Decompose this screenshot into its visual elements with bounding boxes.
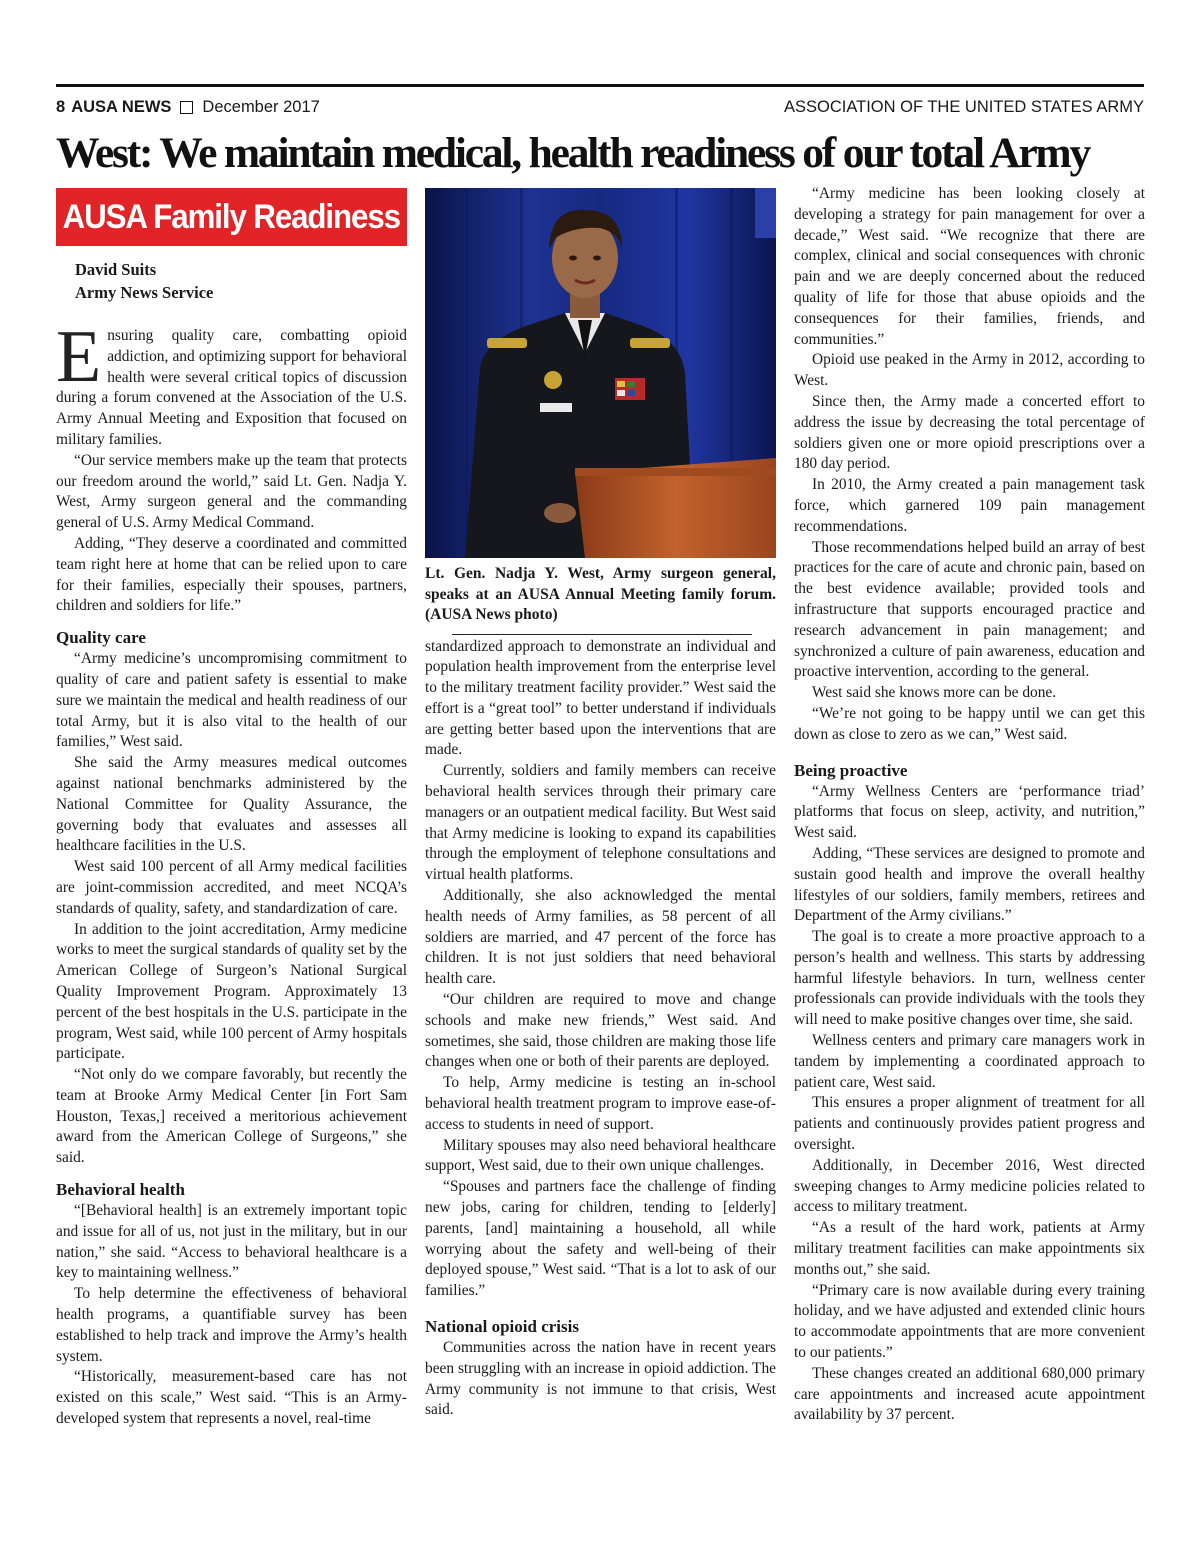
subheading-behavioral-health: Behavioral health xyxy=(56,1180,185,1200)
paragraph: “Army medicine has been looking closely at developing a strategy for pain management for over a decade,” West said. “We recognize that there are complex, clinical and social consequences with chronic pain and we are deeply concerned about the reduced quality of life for those that abuse opioids and the consequences for their families, friends, and communities.” xyxy=(794,185,1145,348)
paragraph: “As a result of the hard work, patients at Army military treatment facilities can make appointments six months out,” she said. xyxy=(794,1219,1145,1278)
page-folio xyxy=(56,96,320,118)
paragraph: To help, Army medicine is testing an in-school behavioral health treatment program to improve ease-of-access to students in need of support. xyxy=(425,1074,776,1133)
paragraph: “Army Wellness Centers are ‘performance triad’ platforms that focus on sleep, activity, and nutrition,” West said. xyxy=(794,782,1145,842)
paragraph: “Not only do we compare favorably, but recently the team at Brooke Army Medical Center [in Fort Sam Houston, Texas,] received a meritorious achievement award from the American College of Surgeons,” she said. xyxy=(56,1066,407,1167)
paragraph: The goal is to create a more proactive approach to a person’s health and wellness. This starts by addressing harmful lifestyle behaviors. In turn, wellness center professionals can provide individuals with the tools they will need to make positive changes over time, she said. xyxy=(794,928,1145,1029)
organization-name: ASSOCIATION OF THE UNITED STATES ARMY xyxy=(784,98,1144,116)
paragraph: West said 100 percent of all Army medical facilities are joint-commission accredited, and meet NCQA’s standards of quality, safety, and standardization of care. xyxy=(56,858,407,917)
paragraph: Adding, “They deserve a coordinated and committed team right here at home that can be relied upon to care for their families, especially their spouses, partners, children and soldiers for life.” xyxy=(56,534,407,615)
paragraph: “We’re not going to be happy until we can get this down as close to zero as we can,” West said. xyxy=(794,704,1145,743)
paragraph: Since then, the Army made a concerted effort to address the issue by decreasing the total percentage of soldiers given one or more opioid prescriptions over a 180 day period. xyxy=(794,392,1145,473)
paragraph: She said the Army measures medical outcomes against national benchmarks administered by the National Committee for Quality Assurance, the governing body that evaluates and assesses all healthcare facilities in the U.S. xyxy=(56,754,407,855)
section-banner xyxy=(56,188,407,246)
headline: West: We maintain medical, health readiness of our total Army xyxy=(56,129,1090,177)
paragraph: Additionally, she also acknowledged the mental health needs of Army families, as 58 percent of all soldiers are married, and 47 percent of the force has children. It is not just soldiers that need behavioral health care. xyxy=(425,887,776,988)
issue-date: December 2017 xyxy=(202,98,320,116)
paragraph: In addition to the joint accreditation, Army medicine works to meet the surgical standards of quality set by the American College of Surgeon’s National Surgical Quality Improvement Program. Approximately 13 percent of the best hospitals in the U.S. participate in the program, West said, while 100 percent of Army hospitals participate. xyxy=(56,920,407,1063)
paragraph: These changes created an additional 680,000 primary care appointments and increased acute appointment availability by 37 percent. xyxy=(794,1364,1145,1424)
paragraph: “Spouses and partners face the challenge of finding new jobs, caring for children, tending to [elderly] parents, [and] maintaining a household, all while worrying about the safety and well-being of their deployed spouse,” West said. “That is a lot to ask of our families.” xyxy=(425,1178,776,1300)
lead-paragraph xyxy=(56,316,407,451)
paragraph: Opioid use peaked in the Army in 2012, according to West. xyxy=(794,351,1145,390)
lead-text: nsuring quality care, combatting opioid addiction, and optimizing support for behavioral health were several critical topics of discussion during a forum convened at the Association of the U.S. Army Annual Meeting and Exposition that focused on military families. xyxy=(56,327,407,448)
photo-caption: Lt. Gen. Nadja Y. West, Army surgeon general, speaks at an AUSA Annual Meeting family forum. (AUSA News photo) xyxy=(425,565,776,623)
column-3 xyxy=(794,184,1145,1426)
paragraph: West said she knows more can be done. xyxy=(812,684,1057,702)
paragraph: Currently, soldiers and family members can receive behavioral health services through their primary care managers or an outpatient medical facility. But West said that Army medicine is looking to expand its capabilities through the employment of telephone consultations and virtual health platforms. xyxy=(425,762,776,884)
byline-source: Army News Service xyxy=(75,283,214,302)
caption-rule xyxy=(452,634,752,635)
publication-name: AUSA NEWS xyxy=(71,98,172,116)
byline-author: David Suits xyxy=(75,260,157,279)
paragraph: “Primary care is now available during every training holiday, and we have adjusted and extended clinic hours to accommodate appointments that are more convenient to our patients.” xyxy=(794,1281,1145,1362)
byline xyxy=(56,258,407,304)
paragraph: Additionally, in December 2016, West directed sweeping changes to Army medicine policies related to access to military treatment. xyxy=(794,1156,1145,1216)
paragraph: Wellness centers and primary care managers work in tandem by implementing a coordinated approach to patient care, West said. xyxy=(794,1032,1145,1091)
speaker-photo xyxy=(425,188,776,558)
drop-cap: E xyxy=(56,316,102,398)
paragraph: Military spouses may also need behavioral healthcare support, West said, due to their own unique challenges. xyxy=(425,1136,776,1175)
paragraph: “Our service members make up the team that protects our freedom around the world,” said Lt. Gen. Nadja Y. West, Army surgeon general and the commanding general of U.S. Army Medical Command. xyxy=(56,451,407,532)
page-number: 8 xyxy=(56,98,66,116)
paragraph: standardized approach to demonstrate an individual and population health improvement from the enterprise level to the military treatment facility provider.” West said the effort is a “great tool” to better understand if individuals are getting better based upon the interventions that are made. xyxy=(425,637,776,759)
header-rule xyxy=(56,84,1144,87)
paragraph: “Historically, measurement-based care has not existed on this scale,” West said. “This is an Army-developed system that represents a novel, real-time xyxy=(56,1368,407,1428)
square-bullet-icon xyxy=(180,101,193,114)
subheading-being-proactive: Being proactive xyxy=(794,760,908,780)
column-1 xyxy=(56,188,407,1430)
subheading-quality-care: Quality care xyxy=(56,628,146,648)
paragraph: Communities across the nation have in recent years been struggling with an increase in opioid addiction. The Army community is not immune to that crisis, West said. xyxy=(425,1339,776,1419)
paragraph: Adding, “These services are designed to promote and sustain good health and improve the overall healthy lifestyles of our soldiers, family members, retirees and Department of the Army civilians.” xyxy=(794,844,1145,925)
paragraph: Those recommendations helped build an array of best practices for the care of acute and chronic pain, based on the best evidence available; provided tools and infrastructure that supports encouraged practice and research advancement in pain management; and synchronized a culture of pain awareness, education and proactive intervention, according to the general. xyxy=(794,538,1145,681)
speaker-illustration xyxy=(425,188,776,558)
paragraph: In 2010, the Army created a pain management task force, which garnered 109 pain management recommendations. xyxy=(794,476,1145,535)
paragraph: This ensures a proper alignment of treatment for all patients and continuously provides patient progress and oversight. xyxy=(794,1094,1145,1154)
paragraph: “Army medicine’s uncompromising commitment to quality of care and patient safety is essential to make sure we maintain the medical and health readiness of our total Army, but it is also vital to the health of our families,” West said. xyxy=(56,650,407,751)
paragraph: To help determine the effectiveness of behavioral health programs, a quantifiable survey has been established to help track and improve the Army’s health system. xyxy=(56,1285,407,1365)
paragraph: “[Behavioral health] is an extremely important topic and issue for all of us, not just in the military, but in our nation,” she said. “Access to behavioral healthcare is a key to maintaining wellness.” xyxy=(56,1202,407,1282)
section-banner-label: AUSA Family Readiness xyxy=(62,197,401,236)
subheading-national-opioid-crisis: National opioid crisis xyxy=(425,1317,579,1336)
paragraph: “Our children are required to move and change schools and make new friends,” West said. And sometimes, she said, those children are making those life changes when one or both of their parents are deployed. xyxy=(425,991,776,1071)
column-2 xyxy=(425,188,776,1421)
